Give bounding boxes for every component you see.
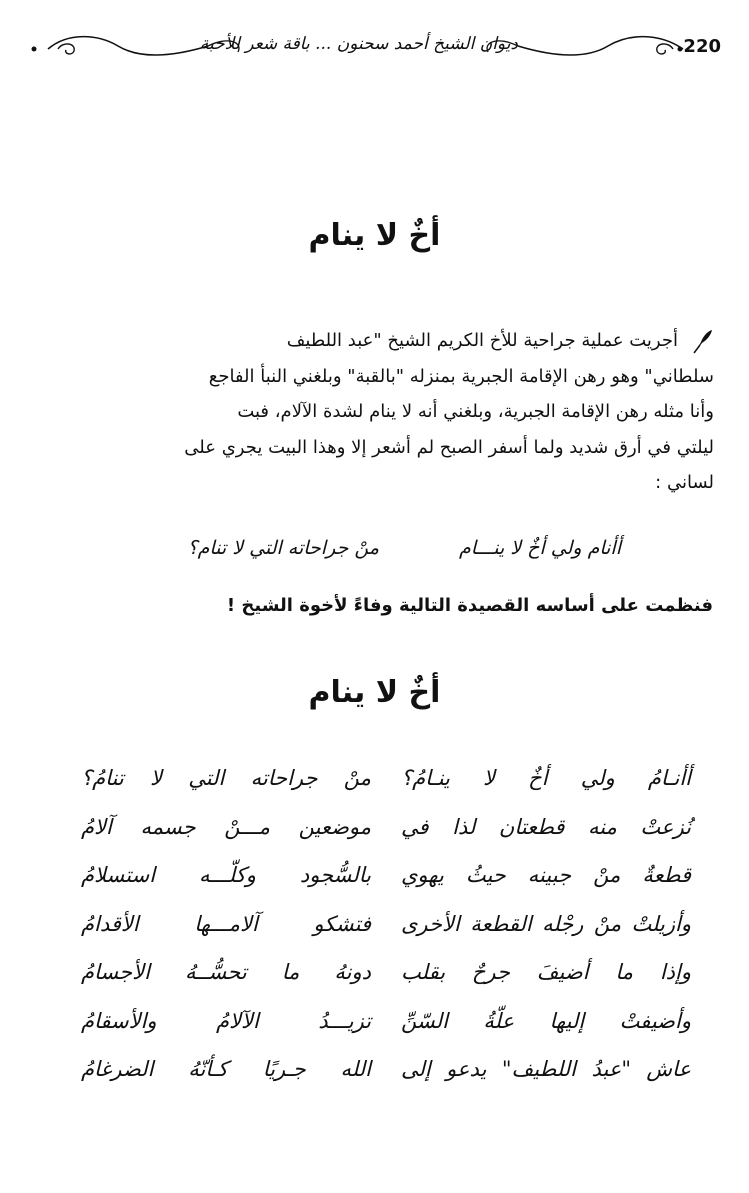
intro-closing: فنظمت على أساسه القصيدة التالية وفاءً لأخوة الشيخ ! [226,595,713,616]
poem-title: أخٌ لا ينام [308,675,441,710]
verse [0,766,749,815]
intro-line: سلطاني" وهو رهن الإقامة الجبرية بمنزله "بالقبة" وبلغني النبأ الفاجع [208,365,714,387]
verse [0,1057,749,1106]
verse-first-hemistich: وأزيلتْ منْ رجْله القطعة الأخرى [401,911,691,936]
verse [0,815,749,864]
verse-second-hemistich: دونهُ ما تحسُّــهُ الأجسامُ [81,960,371,984]
verse-first-hemistich: وإذا ما أضيفَ جرحٌ بقلب [401,960,691,984]
verse [0,912,749,961]
intro-line [36,323,714,359]
verse-second-hemistich: موضعين مـــنْ جسمه آلامُ [81,814,371,839]
quill-icon [692,328,714,354]
verse-second-hemistich: فتشكو آلامـــها الأقدامُ [81,911,371,936]
verse-first-hemistich: أأنـامُ ولي أخٌ لا ينـامُ؟ [401,766,691,790]
page-number: 220 [683,36,721,57]
verse-second-hemistich: الله جـريًا كـأنّهُ الضرغامُ [81,1057,371,1081]
header-title: ديوان الشيخ أحمد سحنون ... باقة شعر للأحبة [199,34,518,54]
verse-second-hemistich: منْ جراحاته التي لا تنامُ؟ [81,766,371,790]
verse-first-hemistich: وأضيفتْ إليها علّةُ السّنِّ [401,1008,691,1033]
section-title: أخٌ لا ينام [308,218,441,253]
verse-second-hemistich: بالسُّجود وكلّـــه استسلامُ [81,863,371,887]
verse [0,960,749,1009]
verse-first-hemistich: عاش "عبدُ اللطيف" يدعو إلى [401,1057,691,1081]
quoted-verse-first-hemistich: أأنام ولي أخٌ لا ينـــام [458,537,621,559]
quoted-verse-second-hemistich: منْ جراحاته التي لا تنام؟ [187,537,379,559]
intro-paragraph [36,323,714,501]
intro-line-1-text: أجريت عملية جراحية للأخ الكريم الشيخ "عبد اللطيف [286,330,678,351]
running-header [28,22,721,72]
verse-first-hemistich: قطعةٌ منْ جبينه حيثُ يهوي [401,863,691,887]
verse-first-hemistich: نُزعتْ منه قطعتان لذا في [401,814,691,839]
intro-line: لساني : [655,472,714,493]
poem [0,766,749,1106]
verse [0,1009,749,1058]
intro-line: ليلتي في أرق شديد ولما أسفر الصبح لم أشعر إلا وهذا البيت يجري على [184,436,714,458]
verse [0,863,749,912]
intro-line: وأنا مثله رهن الإقامة الجبرية، وبلغني أنه لا ينام لشدة الآلام، فبت [237,401,714,422]
verse-second-hemistich: تزيـــدُ الآلامُ والأسقامُ [81,1008,371,1033]
